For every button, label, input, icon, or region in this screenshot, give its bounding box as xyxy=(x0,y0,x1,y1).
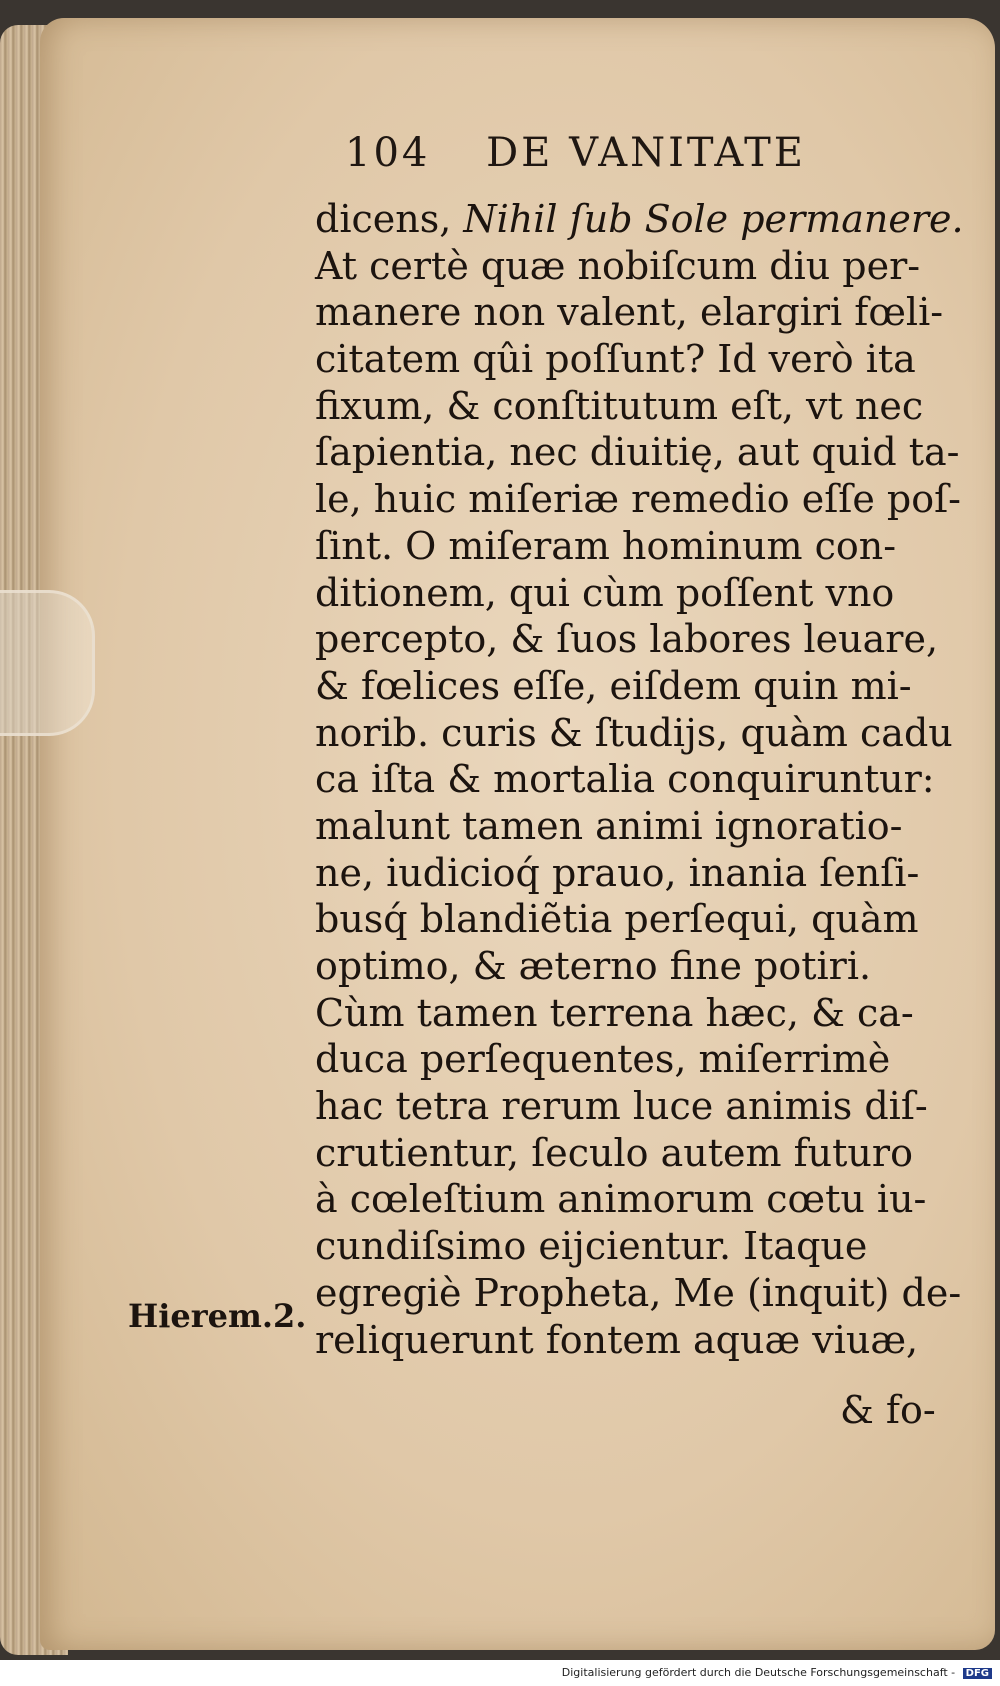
text-line xyxy=(315,383,955,430)
text-line-roman: ſapientia, nec diuitię, aut quid ta- xyxy=(315,430,960,475)
text-line xyxy=(315,196,964,243)
dfg-logo: DFG xyxy=(963,1668,992,1679)
page-clip xyxy=(0,590,95,736)
text-line xyxy=(315,429,960,476)
text-line-roman: optimo, & æterno fine potiri. xyxy=(315,944,872,988)
text-line-roman: manere non valent, elargiri fœli- xyxy=(315,290,944,335)
text-line-roman: & fœlices eſſe, eiſdem quin mi- xyxy=(315,663,912,708)
text-line-roman: egregiè Propheta, Me (inquit) de- xyxy=(315,1270,962,1315)
text-line-roman: busq́ blandiẽtia perſequi, quàm xyxy=(315,897,919,942)
text-line-roman: à cœleſtium animorum cœtu iu- xyxy=(315,1177,927,1222)
running-header xyxy=(345,130,806,176)
text-line xyxy=(315,476,962,523)
text-line xyxy=(315,756,955,803)
text-line-roman: duca perſequentes, miſerrimè xyxy=(315,1037,891,1082)
text-line xyxy=(315,336,955,383)
running-head-title: DE VANITATE xyxy=(486,130,806,176)
digitization-credit xyxy=(562,1666,992,1679)
text-line xyxy=(315,1176,955,1223)
text-line-roman: ſint. O miſeram hominum con- xyxy=(315,523,897,568)
text-line xyxy=(315,523,955,570)
catchword: & fo- xyxy=(840,1388,936,1432)
text-line xyxy=(315,1270,962,1317)
text-line-roman: crutientur, ſeculo autem futuro xyxy=(315,1130,913,1175)
text-line xyxy=(315,803,955,850)
text-line xyxy=(315,1036,955,1083)
text-line xyxy=(315,616,955,663)
text-line xyxy=(315,243,955,290)
text-line-roman: malunt tamen animi ignoratio- xyxy=(315,803,903,848)
margin-note: Hierem.2. xyxy=(128,1297,307,1335)
text-line xyxy=(315,710,955,757)
text-line xyxy=(315,1317,955,1364)
text-line-roman: norib. curis & ſtudijs, quàm cadu xyxy=(315,710,953,755)
text-line xyxy=(315,289,955,336)
text-line-roman: ca iſta & mortalia conquiruntur: xyxy=(315,757,935,802)
text-line xyxy=(315,663,955,710)
body-text xyxy=(315,196,964,1363)
text-line-roman: At certè quæ nobiſcum diu per- xyxy=(315,243,921,288)
text-line-roman: Cùm tamen terrena hæc, & ca- xyxy=(315,990,914,1035)
text-line xyxy=(315,850,955,897)
text-line xyxy=(315,1223,955,1270)
text-line xyxy=(315,943,955,990)
text-line-roman: hac tetra rerum luce animis diſ- xyxy=(315,1084,928,1129)
text-line-roman: cundiſsimo eijcientur. Itaque xyxy=(315,1224,868,1269)
text-line xyxy=(315,570,955,617)
text-line xyxy=(315,896,955,943)
text-line-italic: Nihil ſub Sole permanere. xyxy=(463,197,964,241)
text-line-roman: reliquerunt fontem aquæ viuæ, xyxy=(315,1317,919,1362)
credit-text: Digitalisierung gefördert durch die Deutsche Forschungsgemeinschaft - xyxy=(561,1666,956,1679)
text-line-roman: percepto, & ſuos labores leuare, xyxy=(315,617,939,662)
text-line-roman: fixum, & conſtitutum eſt, vt nec xyxy=(315,383,924,428)
text-line-roman: le, huic miſeriæ remedio eſſe poſ- xyxy=(315,477,962,522)
text-line-roman: ditionem, qui cùm poſſent vno xyxy=(315,570,895,615)
text-line-roman: ne, iudicioq́ prauo, inania ſenſi- xyxy=(315,850,920,895)
text-line xyxy=(315,1083,955,1130)
text-line xyxy=(315,1130,955,1177)
text-line-roman: dicens, xyxy=(315,197,464,241)
text-line xyxy=(315,990,955,1037)
text-line-roman: citatem qûi poſſunt? Id verò ita xyxy=(315,337,916,382)
page-number: 104 xyxy=(345,130,431,176)
